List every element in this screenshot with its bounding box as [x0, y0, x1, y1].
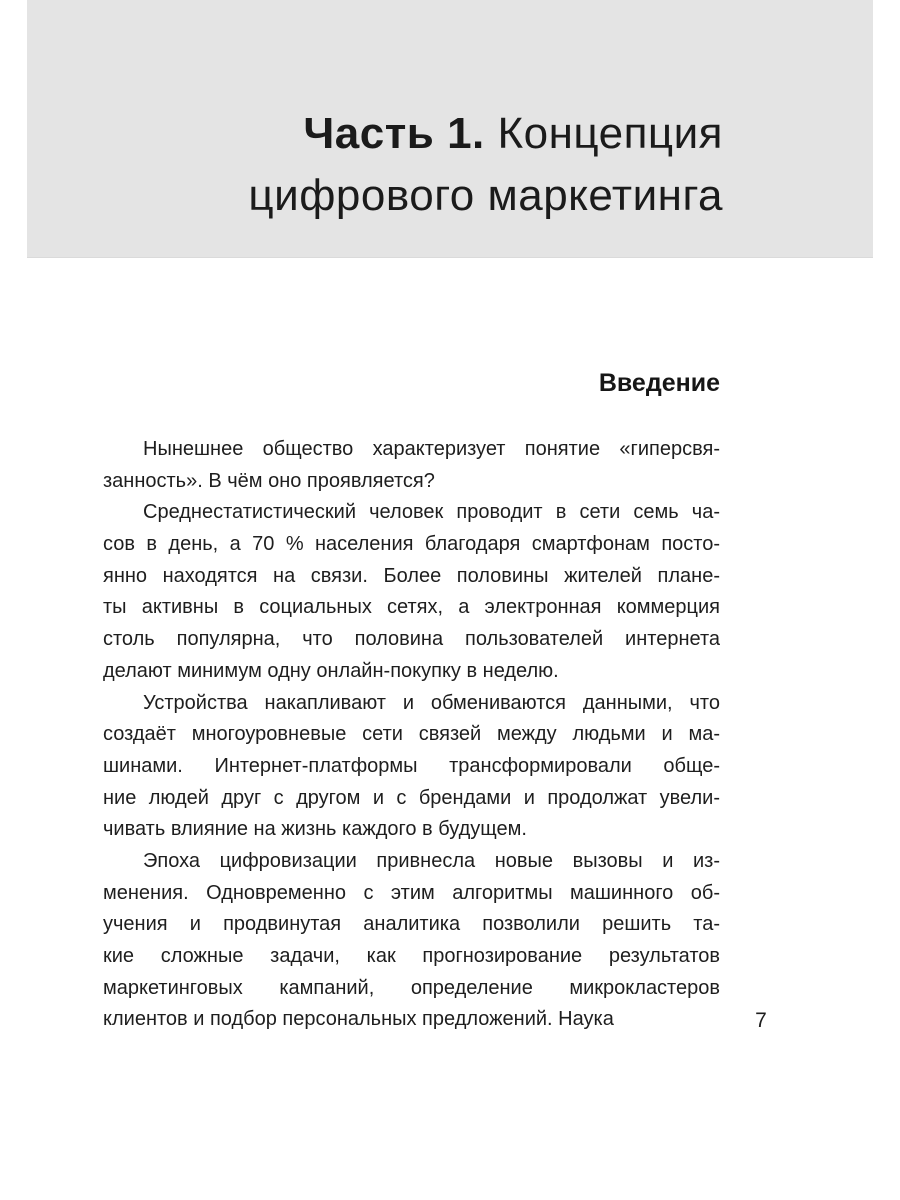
text-line: Устройства накапливают и обмениваются данными, что [143, 691, 720, 714]
text-line: янно находятся на связи. Более половины жителей плане- [103, 564, 720, 587]
text-line: занность». В чём оно проявляется? [103, 469, 435, 492]
paragraph [103, 846, 720, 1036]
paragraph [103, 497, 720, 687]
text-line: ты активны в социальных сетях, а электронная коммерция [103, 596, 720, 619]
text-line: ние людей друг с другом и с брендами и продолжат увели- [103, 786, 720, 809]
text-line: чивать влияние на жизнь каждого в будущем. [103, 818, 527, 841]
text-line: учения и продвинутая аналитика позволили решить та- [103, 913, 720, 936]
text-line: делают минимум одну онлайн-покупку в неделю. [103, 659, 559, 682]
text-line: маркетинговых кампаний, определение микрокластеров [103, 976, 720, 999]
text-line: клиентов и подбор персональных предложений. Наука [103, 1008, 614, 1031]
text-line: столь популярна, что половина пользователей интернета [103, 628, 720, 651]
text-line: шинами. Интернет-платформы трансформировали обще- [103, 754, 720, 777]
paragraph [103, 434, 720, 497]
text-line: создаёт многоуровневые сети связей между людьми и ма- [103, 723, 720, 746]
text-line: кие сложные задачи, как прогнозирование результатов [103, 945, 720, 967]
text-line: Эпоха цифровизации привнесла новые вызовы и из- [143, 849, 720, 872]
text-line: Среднестатистический человек проводит в сети семь ча- [143, 501, 720, 524]
text-line: сов в день, а 70 % населения благодаря смартфонам посто- [103, 533, 720, 556]
chapter-title-line1 [248, 103, 723, 165]
chapter-name-part2: цифрового маркетинга [248, 171, 723, 220]
chapter-number: Часть 1. [303, 109, 485, 158]
chapter-title [248, 103, 723, 227]
text-line: менения. Одновременно с этим алгоритмы машинного об- [103, 881, 720, 904]
page-number: 7 [755, 1008, 767, 1032]
chapter-title-band [27, 0, 873, 258]
section-heading: Введение [598, 369, 720, 397]
paragraph [103, 688, 720, 846]
chapter-name-part1: Концепция [484, 109, 723, 158]
text-line: Нынешнее общество характеризует понятие «гиперсвя- [143, 438, 720, 460]
body-text [103, 434, 720, 1036]
